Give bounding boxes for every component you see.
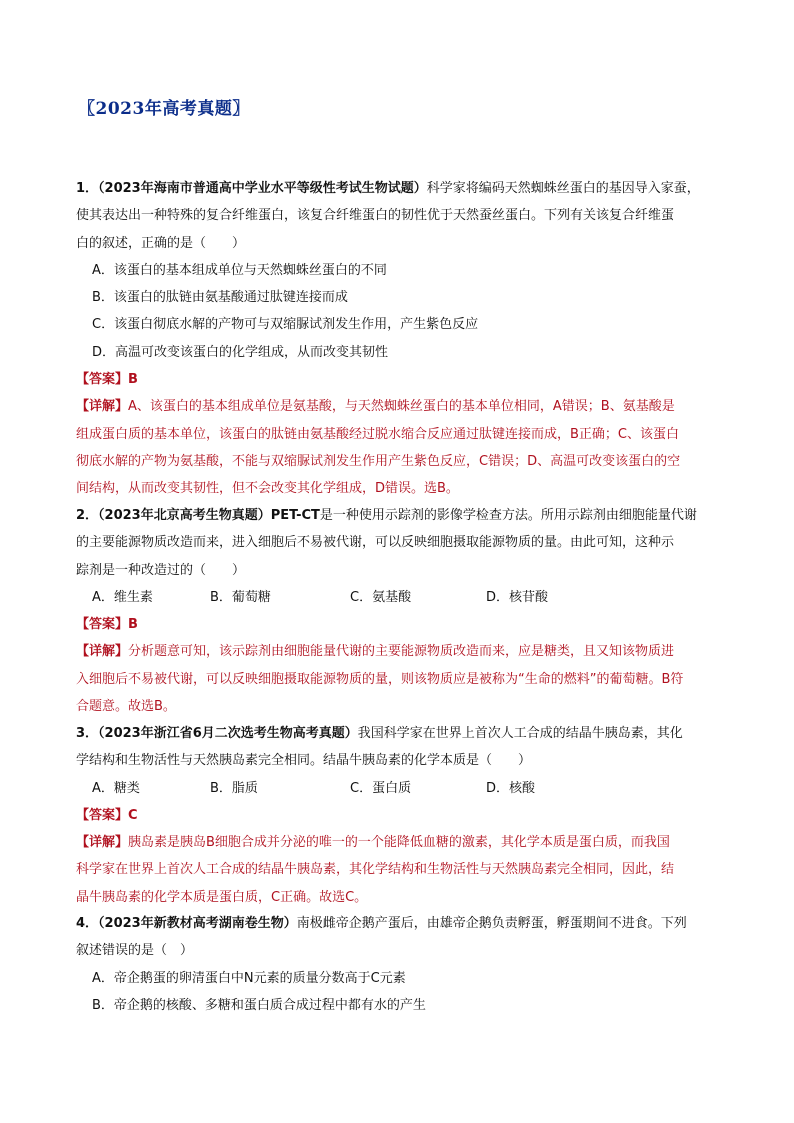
detail-line [76, 393, 718, 420]
option-c: C．蛋白质 [350, 780, 412, 796]
answer-label: 【答案】 [76, 617, 129, 633]
question-3 [76, 720, 718, 911]
question-stem-line: 踪剂是一种改造过的（ ） [76, 562, 246, 578]
question-number: 3． [76, 726, 99, 741]
question-source: （2023年新教材高考湖南卷生物） [98, 916, 297, 931]
question-4 [76, 910, 718, 1019]
question-stem-line [76, 910, 718, 937]
option-d: D．核酸 [486, 780, 536, 796]
detail-line: 间结构，从而改变其韧性，但不会改变其化学组成，D错误。选B。 [76, 481, 459, 497]
detail-label: 【详解】 [76, 399, 129, 415]
option-c: C．该蛋白彻底水解的产物可与双缩脲试剂发生作用，产生紫色反应 [92, 317, 479, 333]
answer-value: B [128, 372, 138, 388]
question-number: 1． [76, 181, 99, 196]
answer-label: 【答案】 [76, 372, 129, 388]
answer-line [76, 366, 718, 393]
question-stem-line: 使其表达出一种特殊的复合纤维蛋白，该复合纤维蛋白的韧性优于天然蚕丝蛋白。下列有关该复合纤维蛋 [76, 208, 675, 224]
detail-line [76, 638, 718, 665]
detail-line [76, 829, 718, 856]
detail-label: 【详解】 [76, 835, 129, 851]
question-stem-line [76, 502, 718, 529]
question-2 [76, 502, 718, 720]
detail-text: A、该蛋白的基本组成单位是氨基酸，与天然蜘蛛丝蛋白的基本单位相同，A错误；B、氨基酸是 [128, 399, 675, 415]
question-source: （2023年浙江省6月二次选考生物高考真题） [98, 726, 358, 741]
question-number: 2． [76, 508, 99, 523]
detail-line: 入细胞后不易被代谢，可以反映细胞摄取能源物质的量，则该物质应是被称为“生命的燃料”的葡萄糖。B符 [76, 671, 684, 687]
answer-value: C [128, 807, 138, 823]
question-1 [76, 175, 718, 503]
detail-line: 科学家在世界上首次人工合成的结晶牛胰岛素，其化学结构和生物活性与天然胰岛素完全相同，因此，结 [76, 862, 675, 878]
question-text: 我国科学家在世界上首次人工合成的结晶牛胰岛素，其化 [357, 726, 683, 741]
question-stem-line [76, 720, 718, 747]
detail-line: 组成蛋白质的基本单位，该蛋白的肽链由氨基酸经过脱水缩合反应通过肽键连接而成，B正确；C、该蛋白 [76, 426, 679, 442]
question-text: 科学家将编码天然蜘蛛丝蛋白的基因导入家蚕， [426, 181, 700, 196]
question-source: （2023年北京高考生物真题）PET-CT [98, 508, 320, 523]
detail-text: 分析题意可知，该示踪剂由细胞能量代谢的主要能源物质改造而来，应是糖类，且又知该物质进 [128, 644, 675, 660]
detail-line: 晶牛胰岛素的化学本质是蛋白质，C正确。故选C。 [76, 889, 368, 905]
option-b: B．帝企鹅的核酸、多糖和蛋白质合成过程中都有水的产生 [92, 997, 426, 1013]
answer-line [76, 802, 718, 829]
option-a: A．糖类 [92, 780, 140, 796]
answer-line [76, 611, 718, 638]
question-stem-line: 白的叙述，正确的是（ ） [76, 235, 246, 251]
option-b: B．葡萄糖 [210, 589, 271, 605]
option-d: D．核苷酸 [486, 589, 549, 605]
answer-value: B [128, 617, 138, 633]
option-b: B．脂质 [210, 780, 258, 796]
question-number: 4． [76, 916, 99, 931]
question-source: （2023年海南市普通高中学业水平等级性考试生物试题） [98, 181, 427, 196]
question-text: 南极雌帝企鹅产蛋后，由雄帝企鹅负责孵蛋，孵蛋期间不进食。下列 [296, 916, 687, 931]
detail-line: 合题意。故选B。 [76, 699, 176, 715]
option-a: A．帝企鹅蛋的卵清蛋白中N元素的质量分数高于C元素 [92, 970, 406, 986]
question-stem-line [76, 175, 718, 202]
detail-text: 胰岛素是胰岛B细胞合成并分泌的唯一的一个能降低血糖的激素，其化学本质是蛋白质，而我国 [128, 835, 670, 851]
question-stem-line: 的主要能源物质改造而来，进入细胞后不易被代谢，可以反映细胞摄取能源物质的量。由此可知，这种示 [76, 535, 675, 551]
detail-label: 【详解】 [76, 644, 129, 660]
option-d: D．高温可改变该蛋白的化学组成，从而改变其韧性 [92, 344, 389, 360]
question-stem-line: 叙述错误的是（ ） [76, 943, 194, 959]
option-b: B．该蛋白的肽链由氨基酸通过肽键连接而成 [92, 290, 348, 306]
options-row [76, 775, 718, 802]
detail-line: 彻底水解的产物为氨基酸，不能与双缩脲试剂发生作用产生紫色反应，C错误；D、高温可改变该蛋白的空 [76, 453, 681, 469]
question-stem-line: 学结构和生物活性与天然胰岛素完全相同。结晶牛胰岛素的化学本质是（ ） [76, 753, 532, 769]
options-row [76, 584, 718, 611]
question-text: 是一种使用示踪剂的影像学检查方法。所用示踪剂由细胞能量代谢 [319, 508, 697, 523]
option-a: A．该蛋白的基本组成单位与天然蜘蛛丝蛋白的不同 [92, 262, 387, 278]
answer-label: 【答案】 [76, 807, 129, 823]
option-c: C．氨基酸 [350, 589, 412, 605]
section-title: 〖2023年高考真题〗 [78, 99, 250, 119]
option-a: A．维生素 [92, 589, 153, 605]
